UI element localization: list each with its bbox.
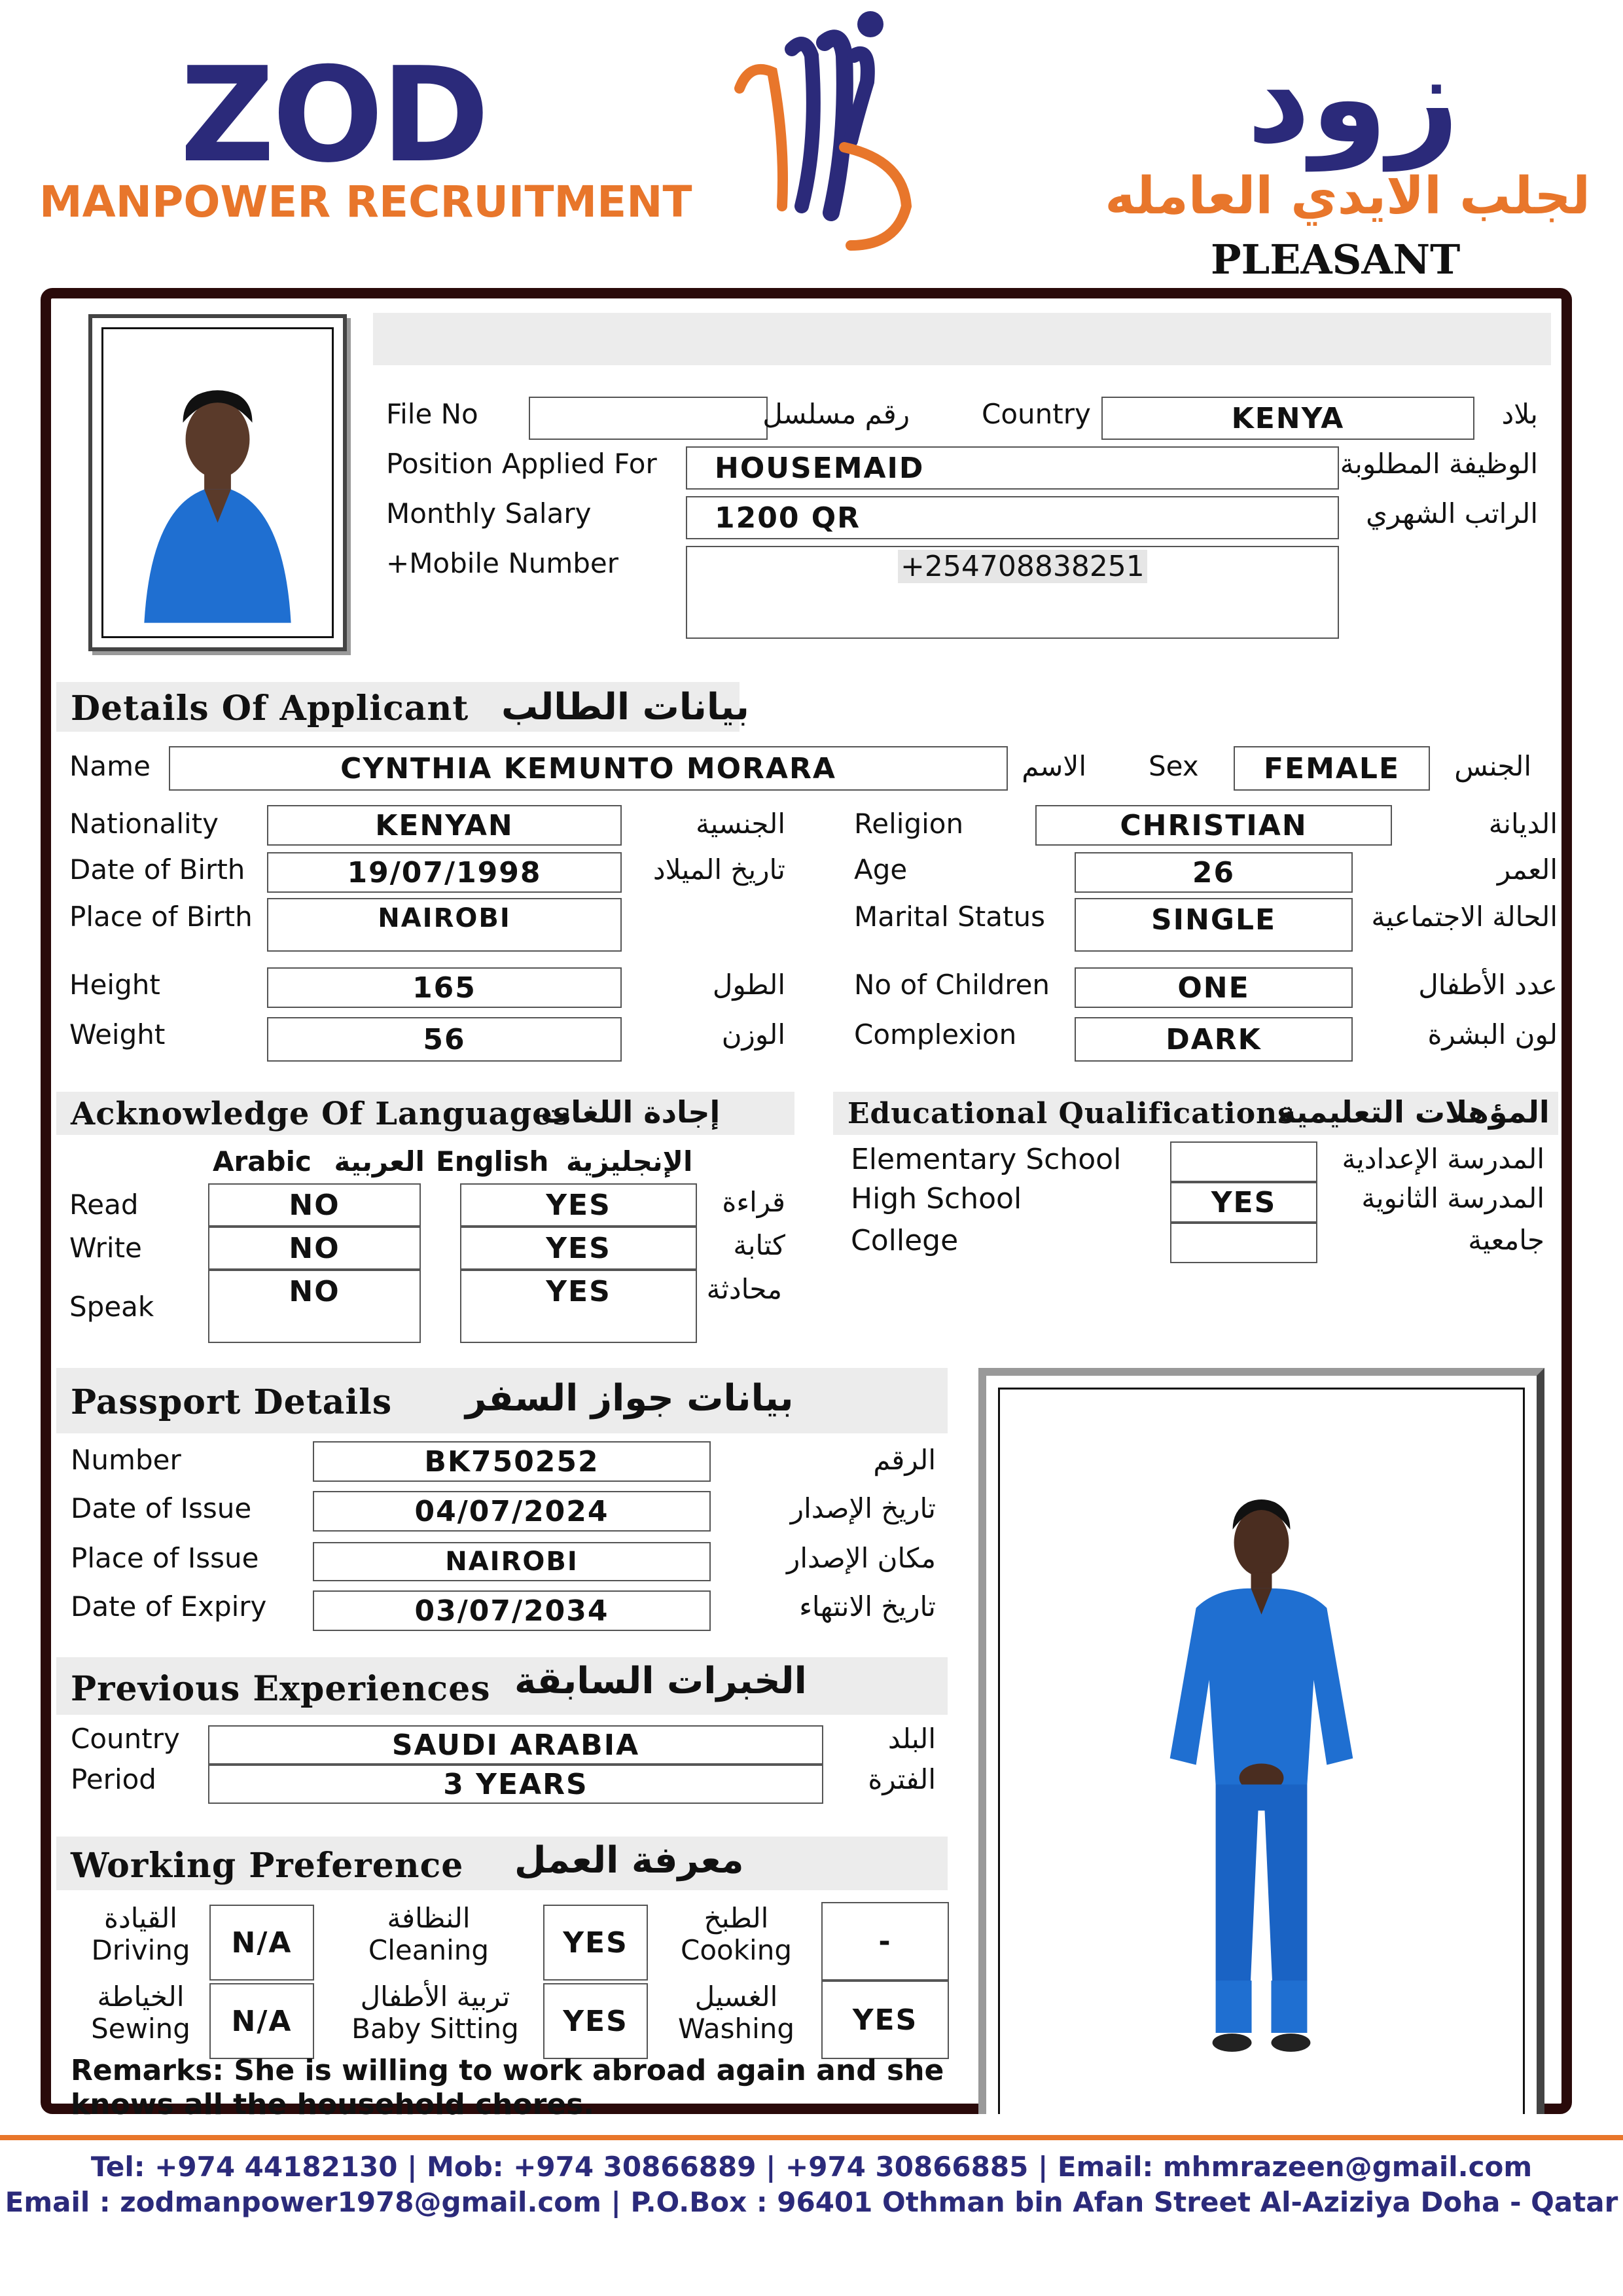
elementary-label: Elementary School [851,1143,1122,1176]
weight-label-ar: الوزن [721,1018,785,1050]
country-field: KENYA [1101,397,1474,440]
cooking-label-ar: الطبخ [704,1902,769,1934]
marital-field: SINGLE [1075,898,1353,952]
languages-header [56,1092,794,1135]
sewing-label-ar: الخياطة [97,1981,185,2013]
education-header [833,1092,1558,1135]
religion-label-ar: الديانة [1488,808,1558,840]
dob-label: Date of Birth [69,853,245,886]
logo-title: ZOD [180,39,488,192]
expiry-date-field: 03/07/2034 [313,1590,711,1631]
sex-label: Sex [1149,750,1199,782]
age-field: 26 [1075,852,1353,893]
category-label: PLEASANT [1211,236,1461,283]
highschool-label: High School [851,1182,1022,1215]
languages-title-ar: إجادة اللغات [541,1094,721,1130]
education-title-ar: المؤهلات التعليمية [1278,1094,1550,1130]
remarks-label: Remarks: [71,2054,224,2087]
sewing-label: Sewing [91,2013,190,2045]
driving-label: Driving [91,1934,190,1966]
logo-subtitle-ar: لجلب الايدي العامله [1105,167,1590,226]
company-logo-right [1080,26,1590,288]
washing-label-ar: الغسيل [694,1981,778,2013]
issue-date-label: Date of Issue [71,1492,252,1524]
country-label-ar: بلاد [1501,398,1538,430]
cooking-cell [661,1902,812,1966]
write-label-ar: كتابة [733,1229,785,1261]
issue-place-label: Place of Issue [71,1542,259,1574]
cooking-value: - [821,1902,949,1981]
exp-period-field: 3 YEARS [208,1765,823,1804]
file-no-label-ar: رقم مسلسل [762,398,910,430]
marital-label-ar: الحالة الاجتماعية [1371,901,1558,933]
nationality-label: Nationality [69,808,219,840]
age-label-ar: العمر [1497,853,1558,886]
baby-cell [330,1981,540,2045]
sex-label-ar: الجنس [1454,750,1531,782]
dob-field: 19/07/1998 [267,852,622,893]
passport-number-field: BK750252 [313,1441,711,1482]
country-label: Country [982,398,1091,430]
name-field: CYNTHIA KEMUNTO MORARA [169,746,1008,791]
education-title: Educational Qualifications [847,1097,1294,1130]
weight-label: Weight [69,1018,166,1050]
work-title-ar: معرفة العمل [514,1839,744,1882]
experience-header [56,1657,948,1715]
experience-title-ar: الخبرات السابقة [514,1660,807,1702]
name-label: Name [69,750,151,782]
speak-label-ar: محادثة [706,1273,782,1305]
cleaning-value: YES [543,1905,648,1981]
read-label-ar: قراءة [722,1186,785,1218]
height-label: Height [69,969,160,1001]
salary-label: Monthly Salary [386,497,592,529]
read-arabic: NO [208,1183,421,1227]
write-label: Write [69,1232,142,1264]
pob-field: NAIROBI [267,898,622,952]
complexion-label: Complexion [854,1018,1017,1050]
expiry-date-label-ar: تاريخ الانتهاء [799,1590,936,1623]
complexion-label-ar: لون البشرة [1427,1018,1558,1050]
experience-title: Previous Experiences [71,1669,491,1709]
baby-value: YES [543,1983,648,2059]
work-title: Working Preference [71,1846,464,1886]
arabic-col-label: Arabic [213,1145,312,1177]
arabic-col-label-ar: العربية [334,1145,425,1177]
nationality-field: KENYAN [267,805,622,846]
footer-line-2: Email : zodmanpower1978@gmail.com | P.O.Box : 96401 Othman bin Afan Street Al-Aziziya Doha - Qatar [5,2186,1618,2218]
passport-number-label-ar: الرقم [873,1444,936,1476]
speak-arabic: NO [208,1270,421,1343]
write-arabic: NO [208,1227,421,1270]
height-label-ar: الطول [712,969,785,1001]
logo-title-ar: زود [1247,26,1459,171]
driving-label-ar: القيادة [104,1902,177,1934]
college-field [1170,1223,1317,1263]
file-no-label: File No [386,398,478,430]
driving-cell [72,1902,209,1966]
mobile-label: +Mobile Number [386,547,619,579]
arabic-col-header [213,1145,425,1177]
passport-header [56,1368,948,1433]
passport-number-label: Number [71,1444,181,1476]
issue-place-label-ar: مكان الإصدار [787,1542,936,1574]
applicant-photo-small [88,314,347,651]
exp-country-label: Country [71,1723,180,1755]
sewing-cell [72,1981,209,2045]
elementary-field [1170,1141,1317,1182]
write-english: YES [460,1227,697,1270]
expiry-date-label: Date of Expiry [71,1590,267,1623]
speak-english: YES [460,1270,697,1343]
name-label-ar: الاسم [1022,750,1086,782]
salary-label-ar: الراتب الشهري [1366,497,1538,529]
passport-title-ar: بيانات جواز السفر [465,1377,794,1420]
position-field: HOUSEMAID [686,446,1339,490]
elementary-label-ar: المدرسة الإعدادية [1342,1143,1544,1175]
issue-date-label-ar: تاريخ الإصدار [790,1492,936,1524]
languages-title: Acknowledge Of Languages [71,1096,571,1132]
english-col-label: English [436,1145,549,1177]
baby-label-ar: تربية الأطفال [360,1981,510,2013]
footer-line-1: Tel: +974 44182130 | Mob: +974 30866889 | +974 30866885 | Email: mhmrazeen@gmail.com [90,2151,1533,2183]
sewing-value: N/A [209,1983,314,2059]
complexion-field: DARK [1075,1017,1353,1062]
age-label: Age [854,853,908,886]
children-label: No of Children [854,969,1050,1001]
speak-label: Speak [69,1291,154,1323]
religion-label: Religion [854,808,964,840]
exp-country-field: SAUDI ARABIA [208,1725,823,1765]
issue-place-field: NAIROBI [313,1542,711,1581]
exp-period-label: Period [71,1763,156,1795]
details-header [56,682,749,732]
remarks [71,2054,961,2122]
work-header [56,1837,948,1890]
height-field: 165 [267,967,622,1008]
religion-field: CHRISTIAN [1035,805,1392,846]
dob-label-ar: تاريخ الميلاد [652,853,785,886]
driving-value: N/A [209,1905,314,1981]
top-band [373,313,1551,365]
washing-label: Washing [677,2013,795,2045]
college-label: College [851,1224,959,1257]
highschool-field: YES [1170,1182,1317,1223]
washing-value: YES [821,1981,949,2059]
weight-field: 56 [267,1017,622,1062]
salary-field: 1200 QR [686,496,1339,539]
children-label-ar: عدد الأطفال [1418,969,1558,1001]
brand-emblem [720,10,929,259]
issue-date-field: 04/07/2024 [313,1491,711,1532]
exp-country-label-ar: البلد [887,1723,936,1755]
company-logo-left [39,39,692,236]
cleaning-label: Cleaning [368,1934,490,1966]
pob-label: Place of Birth [69,901,253,933]
college-label-ar: جامعية [1468,1224,1544,1256]
position-label-ar: الوظيفة المطلوبة [1340,448,1538,480]
position-label: Position Applied For [386,448,657,480]
read-english: YES [460,1183,697,1227]
passport-title: Passport Details [71,1382,393,1422]
logo-subtitle: MANPOWER RECRUITMENT [39,177,692,227]
english-col-header [436,1145,692,1177]
english-col-label-ar: الإنجليزية [565,1145,693,1177]
highschool-label-ar: المدرسة الثانوية [1361,1182,1544,1214]
details-title-ar: بيانات الطالب [501,686,749,728]
sex-field: FEMALE [1234,746,1430,791]
footer-divider [0,2135,1623,2140]
washing-cell [661,1981,812,2045]
cleaning-label-ar: النظافة [387,1902,471,1934]
children-field: ONE [1075,967,1353,1008]
remarks-text: She is willing to work abroad again and she knows all the household chores. [71,2054,944,2121]
nationality-label-ar: الجنسية [696,808,785,840]
applicant-photo-full [978,1368,1544,2114]
mobile-value: +254708838251 [898,550,1147,583]
baby-label: Baby Sitting [351,2013,519,2045]
marital-label: Marital Status [854,901,1045,933]
details-title: Details Of Applicant [71,689,469,728]
cleaning-cell [330,1902,527,1966]
read-label: Read [69,1189,139,1221]
exp-period-label-ar: الفترة [868,1763,936,1795]
cooking-label: Cooking [681,1934,792,1966]
file-no-field [529,397,768,440]
